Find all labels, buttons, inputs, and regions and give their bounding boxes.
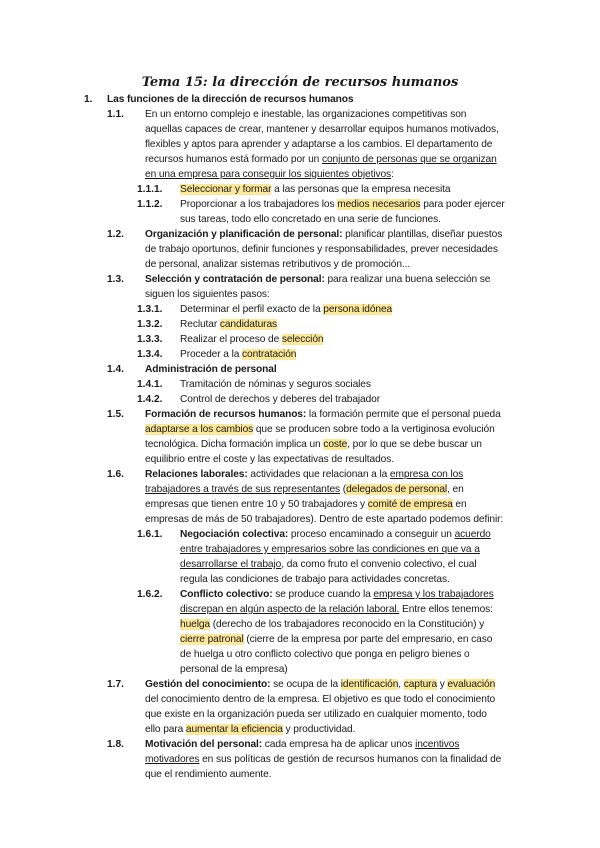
text-line: aquellas capaces de crear, mantener y desarrollar equipos humanos motivados, <box>145 124 499 135</box>
list-item: Control de derechos y deberes del trabajador <box>180 394 381 405</box>
text-line: en una empresa para conseguir los siguientes objetivos: <box>145 169 394 180</box>
highlight: coste <box>323 439 348 450</box>
text-line: desarrollarse el trabajo, da como fruto el convenio colectivo, el cual <box>180 559 477 570</box>
subsection-number: 1.8. <box>107 739 124 750</box>
highlight: candidaturas <box>219 319 278 330</box>
item-number: 1.4.2. <box>137 394 163 405</box>
section-heading: Las funciones de la dirección de recursos humanos <box>107 94 354 105</box>
highlight: Seleccionar y formar <box>180 184 272 195</box>
highlight: selección <box>281 334 324 345</box>
subsection-number: 1.7. <box>107 679 124 690</box>
item-number: 1.6.1. <box>137 529 163 540</box>
highlight: medios necesarios <box>337 199 421 210</box>
highlight: captura <box>403 679 438 690</box>
text-line: cierre patronal (cierre de la empresa por parte del empresario, en caso <box>180 634 493 645</box>
text-line: siguen los siguientes pasos: <box>145 289 270 300</box>
text-line: Motivación del personal: cada empresa ha de aplicar unos incentivos <box>145 739 460 750</box>
item-number: 1.3.3. <box>137 334 163 345</box>
text-line: tecnológica. Dicha formación implica un coste, por lo que se debe buscar un <box>145 439 482 450</box>
text-line: sus tareas, todo ello concretado en una serie de funciones. <box>180 214 441 225</box>
text-line: flexibles y aptos para aprender y adaptarse a los cambios. El departamento de <box>145 139 493 150</box>
highlight: delegados de personal <box>346 484 448 495</box>
text-line: huelga (derecho de los trabajadores reconocido en la Constitución) y <box>180 619 485 630</box>
item-number: 1.4.1. <box>137 379 163 390</box>
highlight: aumentar la eficiencia <box>185 724 283 735</box>
subsection-number: 1.6. <box>107 469 124 480</box>
subsection-number: 1.3. <box>107 274 124 285</box>
text-line: regula las condiciones de trabajo para actividades concretas. <box>180 574 450 585</box>
text-line: En un entorno complejo e inestable, las organizaciones competitivas son <box>145 109 467 120</box>
text-line: de personal, analizar sistemas retributivos y de promoción... <box>145 259 411 270</box>
text-line: Organización y planificación de personal: planificar plantillas, diseñar puestos <box>145 229 503 240</box>
text-line: discrepan en algún aspecto de la relación laboral. Entre ellos tenemos: <box>180 604 493 615</box>
item-number: 1.3.2. <box>137 319 163 330</box>
text-line: equilibrio entre el coste y las expectativas de resultados. <box>145 454 394 465</box>
item-number: 1.6.2. <box>137 589 163 600</box>
text-line: ello para aumentar la eficiencia y productividad. <box>145 724 356 735</box>
list-item: Proporcionar a los trabajadores los medios necesarios para poder ejercer <box>180 199 505 210</box>
text-line: adaptarse a los cambios que se producen sobre todo a la vertiginosa evolución <box>145 424 495 435</box>
list-item: Proceder a la contratación <box>180 349 297 360</box>
text-line: Formación de recursos humanos: la formación permite que el personal pueda <box>145 409 501 420</box>
text-line: empresas de más de 50 trabajadores). Dentro de este apartado podemos definir: <box>145 514 504 525</box>
highlight: evaluación <box>447 679 496 690</box>
text-line: del conocimiento dentro de la empresa. El objetivo es que todo el conocimiento <box>145 694 496 705</box>
item-number: 1.1.2. <box>137 199 163 210</box>
item-number: 1.1.1. <box>137 184 163 195</box>
highlight: adaptarse a los cambios <box>145 424 254 435</box>
highlight: persona idónea <box>323 304 393 315</box>
text-line: trabajadores a través de sus representantes (delegados de personal, en <box>145 484 464 495</box>
text-line: Negociación colectiva: proceso encaminado a conseguir un acuerdo <box>180 529 491 540</box>
highlight: contratación <box>242 349 297 360</box>
item-number: 1.3.1. <box>137 304 163 315</box>
text-line: entre trabajadores y empresarios sobre las condiciones en que va a <box>180 544 480 555</box>
text-line: que existe en la organización pueda ser utilizado en cualquier momento, todo <box>145 709 487 720</box>
text-line: Gestión del conocimiento: se ocupa de la identificación, captura y evaluación <box>145 679 496 690</box>
text-line: de trabajo oportunos, definir funciones y responsabilidades, prever necesidades <box>145 244 498 255</box>
text-line: personal de la empresa) <box>180 664 288 675</box>
text-line: Conflicto colectivo: se produce cuando la empresa y los trabajadores <box>180 589 494 600</box>
subsection-number: 1.4. <box>107 364 124 375</box>
subsection-number: 1.2. <box>107 229 124 240</box>
highlight: identificación <box>340 679 399 690</box>
highlight: huelga <box>180 619 210 630</box>
list-item: Tramitación de nóminas y seguros sociales <box>180 379 371 390</box>
list-item: Realizar el proceso de selección <box>180 334 324 345</box>
text-line: empresas que tienen entre 10 y 50 trabajadores y comité de empresa en <box>145 499 467 510</box>
subsection-heading: Administración de personal <box>145 364 277 375</box>
subsection-number: 1.1. <box>107 109 124 120</box>
text-line: Selección y contratación de personal: para realizar una buena selección se <box>145 274 491 285</box>
highlight: cierre patronal <box>180 634 244 645</box>
text-line: de huelga u otro conflicto colectivo que ponga en peligro bienes o <box>180 649 470 660</box>
item-number: 1.3.4. <box>137 349 163 360</box>
list-item: Determinar el perfil exacto de la persona idónea <box>180 304 393 315</box>
list-item: Seleccionar y formar a las personas que la empresa necesita <box>180 184 451 195</box>
section-number: 1. <box>84 94 93 105</box>
text-line: que el rendimiento aumente. <box>145 769 272 780</box>
page-title: Tema 15: la dirección de recursos humanos <box>141 75 459 90</box>
highlight: comité de empresa <box>367 499 453 510</box>
text-line: motivadores en sus políticas de gestión de recursos humanos con la finalidad de <box>145 754 502 765</box>
list-item: Reclutar candidaturas <box>180 319 278 330</box>
text-line: Relaciones laborales: actividades que relacionan a la empresa con los <box>145 469 464 480</box>
subsection-number: 1.5. <box>107 409 124 420</box>
text-line: recursos humanos está formado por un conjunto de personas que se organizan <box>145 154 497 165</box>
